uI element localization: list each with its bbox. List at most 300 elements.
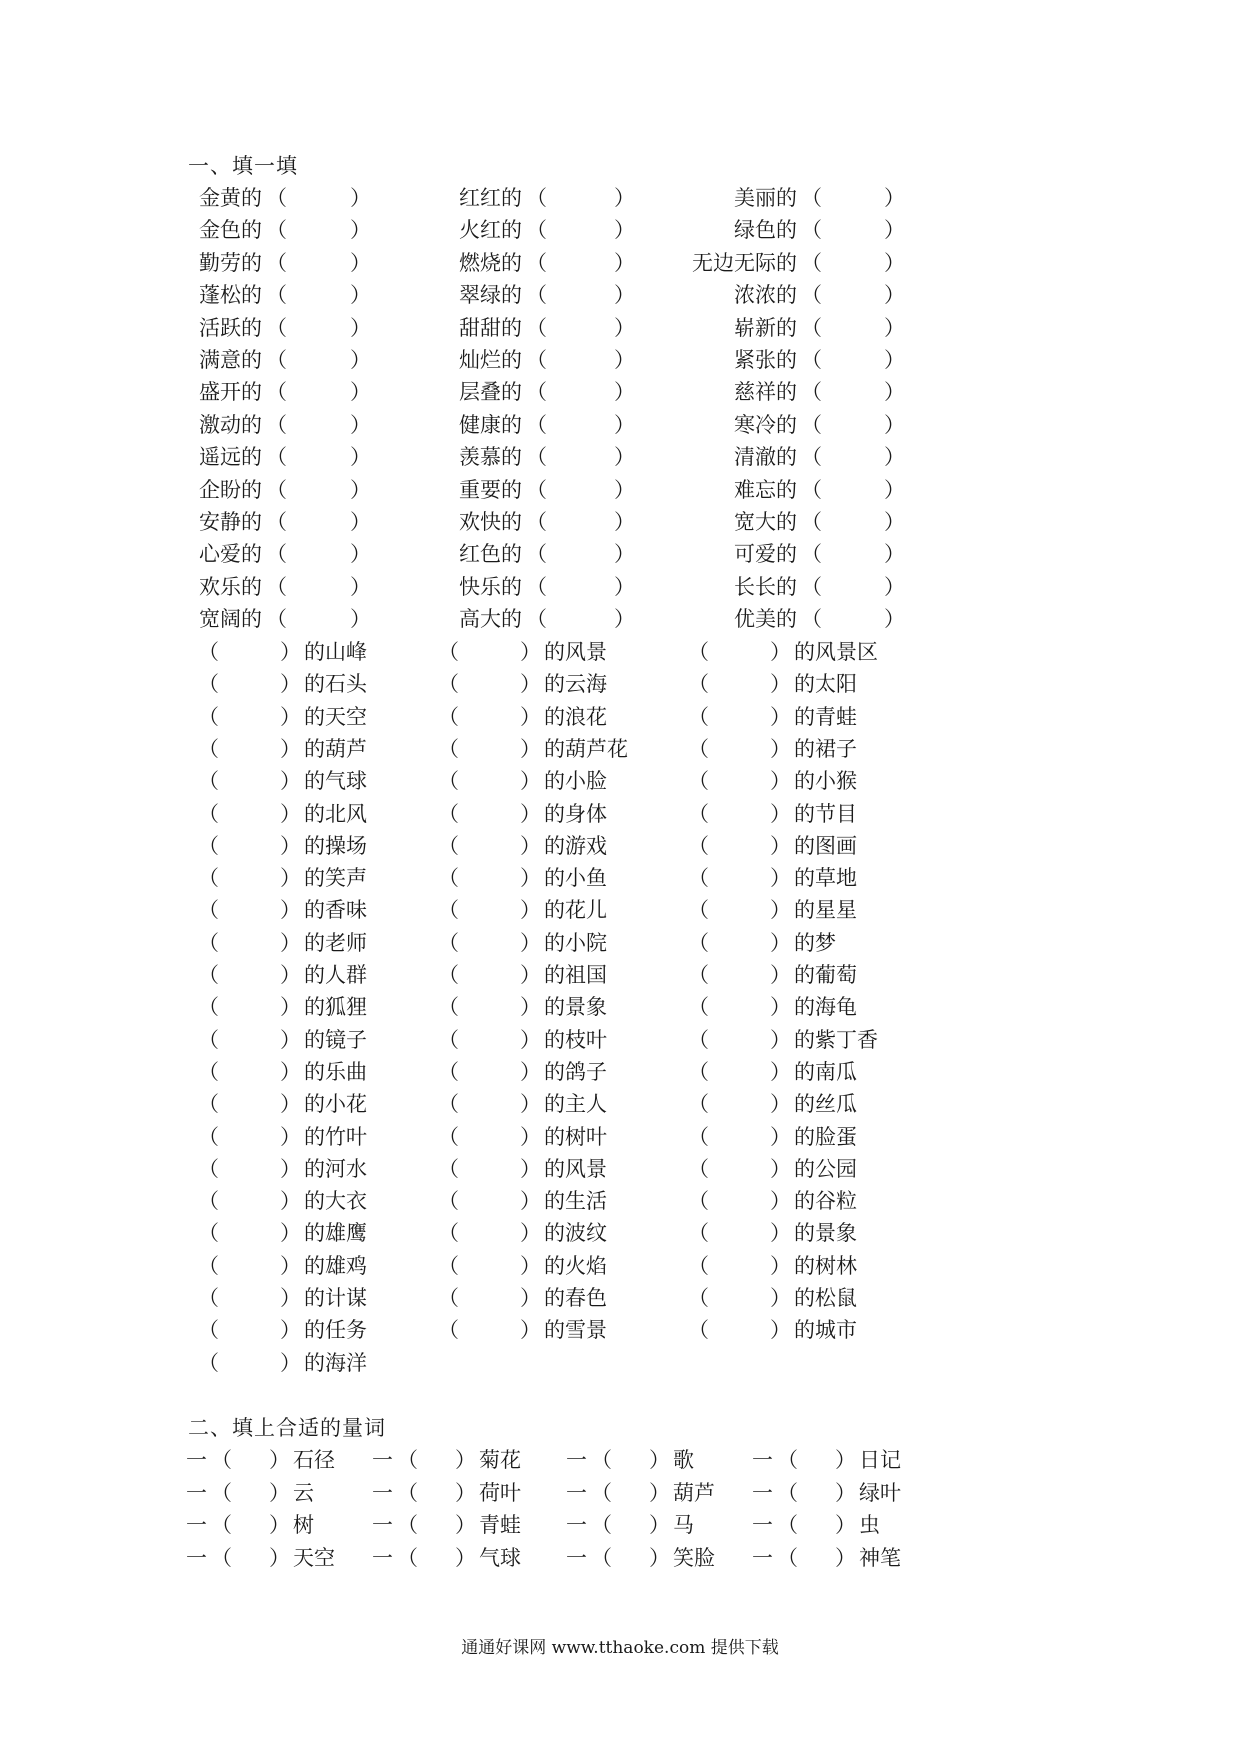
blank-open-paren: （ [211, 1545, 232, 1570]
blank-open-paren: （ [438, 801, 459, 826]
blank-open-paren: （ [198, 1027, 219, 1052]
blank-close-paren: ） [770, 1318, 791, 1343]
blank-close-paren: ） [614, 218, 635, 243]
adjective-label: 健康的 [459, 412, 522, 437]
noun-label: 的鸽子 [544, 1059, 607, 1084]
blank-close-paren: ） [884, 218, 905, 243]
blank-open-paren: （ [526, 315, 547, 340]
blank-close-paren: ） [649, 1480, 670, 1505]
blank-open-paren: （ [591, 1480, 612, 1505]
measure-noun-label: 树 [293, 1513, 314, 1537]
blank-open-paren: （ [777, 1480, 798, 1505]
adjective-label: 安静的 [199, 510, 262, 534]
blank-open-paren: （ [688, 963, 709, 987]
blank-open-paren: （ [266, 315, 287, 340]
measure-noun-label: 歌 [673, 1448, 694, 1472]
blank-open-paren: （ [801, 186, 822, 210]
measure-row [0, 1444, 1240, 1476]
blank-open-paren: （ [438, 963, 459, 987]
adjective-label: 翠绿的 [459, 283, 522, 308]
blank-close-paren: ） [280, 1156, 301, 1181]
measure-noun-label: 虫 [859, 1513, 880, 1537]
adjective-label: 长长的 [734, 574, 797, 599]
blank-close-paren: ） [455, 1480, 476, 1505]
measure-row [0, 1477, 1240, 1509]
blank-close-paren: ） [520, 1189, 541, 1214]
blank-close-paren: ） [520, 1253, 541, 1278]
blank-close-paren: ） [770, 769, 791, 794]
adjective-label: 心爱的 [199, 542, 262, 567]
blank-close-paren: ） [280, 640, 301, 664]
blank-open-paren: （ [801, 250, 822, 275]
adjective-label: 层叠的 [459, 380, 522, 405]
noun-label: 的葫芦花 [544, 736, 628, 761]
adjective-label: 绿色的 [734, 218, 797, 243]
numeral-one: 一 [186, 1545, 207, 1570]
blank-open-paren: （ [688, 1253, 709, 1278]
blank-close-paren: ） [614, 315, 635, 340]
blank-open-paren: （ [438, 704, 459, 729]
adjective-label: 崭新的 [734, 315, 797, 340]
noun-label: 的脸蛋 [794, 1124, 857, 1149]
adjective-label: 火红的 [459, 218, 522, 243]
numeral-one: 一 [372, 1545, 393, 1570]
blank-open-paren: （ [198, 898, 219, 923]
blank-close-paren: ） [350, 412, 371, 437]
blank-open-paren: （ [526, 218, 547, 243]
blank-open-paren: （ [688, 736, 709, 761]
blank-close-paren: ） [350, 574, 371, 599]
blank-open-paren: （ [688, 801, 709, 826]
blank-close-paren: ） [350, 445, 371, 470]
measure-noun-label: 绿叶 [859, 1480, 901, 1505]
blank-open-paren: （ [198, 930, 219, 955]
blank-open-paren: （ [777, 1448, 798, 1472]
noun-label: 的梦 [794, 930, 836, 955]
blank-open-paren: （ [266, 574, 287, 599]
noun-label: 的风景 [544, 1156, 607, 1181]
blank-close-paren: ） [455, 1448, 476, 1472]
noun-label: 的春色 [544, 1286, 607, 1310]
blank-close-paren: ） [520, 1156, 541, 1181]
blank-close-paren: ） [269, 1480, 290, 1505]
blank-open-paren: （ [198, 866, 219, 891]
part-a-row [0, 279, 1240, 311]
blank-close-paren: ） [770, 898, 791, 923]
blank-close-paren: ） [770, 866, 791, 891]
blank-close-paren: ） [835, 1513, 856, 1537]
numeral-one: 一 [752, 1480, 773, 1505]
blank-open-paren: （ [438, 640, 459, 664]
blank-close-paren: ） [280, 1027, 301, 1052]
blank-close-paren: ） [520, 1124, 541, 1149]
noun-label: 的雄鸡 [304, 1253, 367, 1278]
blank-open-paren: （ [198, 704, 219, 729]
numeral-one: 一 [566, 1448, 587, 1472]
blank-open-paren: （ [438, 1092, 459, 1117]
adjective-label: 企盼的 [199, 477, 262, 502]
noun-label: 的山峰 [304, 640, 367, 664]
adjective-label: 红色的 [459, 542, 522, 567]
blank-close-paren: ） [520, 1027, 541, 1052]
part-b-row [0, 1250, 1240, 1282]
measure-noun-label: 气球 [479, 1545, 521, 1570]
blank-open-paren: （ [438, 1318, 459, 1343]
blank-close-paren: ） [520, 866, 541, 891]
part-b-row [0, 862, 1240, 894]
blank-open-paren: （ [438, 1124, 459, 1149]
blank-open-paren: （ [526, 510, 547, 534]
measure-row [0, 1509, 1240, 1541]
blank-close-paren: ） [280, 736, 301, 761]
blank-close-paren: ） [884, 542, 905, 567]
blank-open-paren: （ [198, 995, 219, 1020]
blank-open-paren: （ [198, 1318, 219, 1343]
noun-label: 的葡萄 [794, 963, 857, 987]
part-a-row [0, 376, 1240, 408]
blank-close-paren: ） [770, 704, 791, 729]
part-b-row [0, 765, 1240, 797]
blank-close-paren: ） [520, 833, 541, 858]
blank-open-paren: （ [198, 640, 219, 664]
blank-open-paren: （ [688, 640, 709, 664]
noun-label: 的祖国 [544, 963, 607, 987]
noun-label: 的树林 [794, 1253, 857, 1278]
blank-close-paren: ） [770, 672, 791, 697]
blank-open-paren: （ [198, 1124, 219, 1149]
blank-open-paren: （ [688, 898, 709, 923]
adjective-label: 羡慕的 [459, 445, 522, 470]
blank-close-paren: ） [884, 186, 905, 210]
noun-label: 的风景 [544, 640, 607, 664]
blank-close-paren: ） [350, 283, 371, 308]
blank-open-paren: （ [438, 1059, 459, 1084]
blank-open-paren: （ [397, 1513, 418, 1537]
blank-close-paren: ） [770, 640, 791, 664]
adjective-label: 盛开的 [199, 380, 262, 405]
adjective-label: 甜甜的 [459, 315, 522, 340]
noun-label: 的海洋 [304, 1350, 367, 1375]
blank-open-paren: （ [198, 1221, 219, 1246]
blank-close-paren: ） [520, 801, 541, 826]
blank-close-paren: ） [350, 510, 371, 534]
blank-open-paren: （ [526, 445, 547, 470]
measure-noun-label: 天空 [293, 1545, 335, 1570]
blank-close-paren: ） [280, 769, 301, 794]
part-a-row [0, 214, 1240, 246]
noun-label: 的北风 [304, 801, 367, 826]
blank-open-paren: （ [526, 186, 547, 210]
blank-close-paren: ） [280, 1318, 301, 1343]
adjective-label: 欢快的 [459, 510, 522, 534]
blank-close-paren: ） [614, 542, 635, 567]
noun-label: 的任务 [304, 1318, 367, 1343]
measure-noun-label: 笑脸 [673, 1545, 715, 1570]
noun-label: 的图画 [794, 833, 857, 858]
noun-label: 的操场 [304, 833, 367, 858]
noun-label: 的身体 [544, 801, 607, 826]
blank-close-paren: ） [770, 1156, 791, 1181]
blank-open-paren: （ [198, 1286, 219, 1310]
noun-label: 的青蛙 [794, 704, 857, 729]
noun-label: 的雪景 [544, 1318, 607, 1343]
blank-close-paren: ） [649, 1513, 670, 1537]
blank-close-paren: ） [614, 510, 635, 534]
blank-close-paren: ） [884, 510, 905, 534]
part-b-row [0, 959, 1240, 991]
part-b-row [0, 1153, 1240, 1185]
blank-close-paren: ） [884, 380, 905, 405]
adjective-label: 红红的 [459, 186, 522, 210]
blank-open-paren: （ [801, 380, 822, 405]
blank-close-paren: ） [770, 833, 791, 858]
blank-close-paren: ） [835, 1448, 856, 1472]
blank-close-paren: ） [520, 898, 541, 923]
numeral-one: 一 [566, 1513, 587, 1537]
blank-close-paren: ） [269, 1545, 290, 1570]
part-b-row [0, 894, 1240, 926]
measure-noun-label: 神笔 [859, 1545, 901, 1570]
noun-label: 的火焰 [544, 1253, 607, 1278]
numeral-one: 一 [566, 1480, 587, 1505]
blank-close-paren: ） [520, 1092, 541, 1117]
blank-open-paren: （ [688, 672, 709, 697]
adjective-label: 勤劳的 [199, 250, 262, 275]
blank-open-paren: （ [266, 348, 287, 372]
blank-open-paren: （ [801, 542, 822, 567]
blank-open-paren: （ [688, 833, 709, 858]
blank-close-paren: ） [614, 445, 635, 470]
blank-open-paren: （ [397, 1480, 418, 1505]
blank-close-paren: ） [280, 1092, 301, 1117]
blank-close-paren: ） [614, 607, 635, 632]
blank-close-paren: ） [770, 1092, 791, 1117]
blank-open-paren: （ [211, 1480, 232, 1505]
noun-label: 的枝叶 [544, 1027, 607, 1052]
blank-close-paren: ） [614, 186, 635, 210]
part-a-row [0, 603, 1240, 635]
blank-close-paren: ） [884, 283, 905, 308]
blank-close-paren: ） [520, 672, 541, 697]
noun-label: 的太阳 [794, 672, 857, 697]
blank-close-paren: ） [350, 186, 371, 210]
adjective-label: 可爱的 [734, 542, 797, 567]
blank-close-paren: ） [770, 1124, 791, 1149]
blank-open-paren: （ [438, 995, 459, 1020]
adjective-label: 难忘的 [734, 477, 797, 502]
noun-label: 的竹叶 [304, 1124, 367, 1149]
blank-open-paren: （ [777, 1545, 798, 1570]
blank-close-paren: ） [770, 1189, 791, 1214]
part-a-row [0, 571, 1240, 603]
blank-open-paren: （ [198, 801, 219, 826]
blank-open-paren: （ [801, 607, 822, 632]
part-b-row [0, 1185, 1240, 1217]
part-b-row [0, 1121, 1240, 1153]
adjective-label: 蓬松的 [199, 283, 262, 308]
blank-close-paren: ） [350, 380, 371, 405]
blank-open-paren: （ [438, 1221, 459, 1246]
adjective-label: 紧张的 [734, 348, 797, 372]
part-a-row [0, 506, 1240, 538]
adjective-label: 宽阔的 [199, 607, 262, 632]
blank-open-paren: （ [266, 412, 287, 437]
part-b-row [0, 830, 1240, 862]
noun-label: 的雄鹰 [304, 1221, 367, 1246]
adjective-label: 活跃的 [199, 315, 262, 340]
blank-open-paren: （ [801, 477, 822, 502]
blank-open-paren: （ [526, 542, 547, 567]
blank-open-paren: （ [438, 898, 459, 923]
noun-label: 的城市 [794, 1318, 857, 1343]
blank-close-paren: ） [520, 1318, 541, 1343]
blank-close-paren: ） [280, 963, 301, 987]
noun-label: 的景象 [794, 1221, 857, 1246]
blank-open-paren: （ [397, 1545, 418, 1570]
adjective-label: 快乐的 [459, 574, 522, 599]
noun-label: 的香味 [304, 898, 367, 923]
blank-open-paren: （ [526, 607, 547, 632]
blank-close-paren: ） [520, 995, 541, 1020]
blank-close-paren: ） [770, 801, 791, 826]
measure-row [0, 1542, 1240, 1574]
noun-label: 的紫丁香 [794, 1027, 878, 1052]
adjective-label: 浓浓的 [734, 283, 797, 308]
blank-open-paren: （ [688, 1318, 709, 1343]
blank-open-paren: （ [198, 1350, 219, 1375]
blank-close-paren: ） [884, 412, 905, 437]
noun-label: 的小脸 [544, 769, 607, 794]
numeral-one: 一 [186, 1448, 207, 1472]
numeral-one: 一 [752, 1545, 773, 1570]
adjective-label: 无边无际的 [692, 250, 797, 275]
part-b-row [0, 733, 1240, 765]
blank-open-paren: （ [688, 1189, 709, 1214]
numeral-one: 一 [372, 1448, 393, 1472]
blank-open-paren: （ [688, 1221, 709, 1246]
blank-open-paren: （ [198, 833, 219, 858]
blank-close-paren: ） [350, 250, 371, 275]
noun-label: 的河水 [304, 1156, 367, 1181]
blank-close-paren: ） [884, 574, 905, 599]
measure-noun-label: 马 [673, 1513, 694, 1537]
numeral-one: 一 [752, 1448, 773, 1472]
noun-label: 的小花 [304, 1092, 367, 1117]
blank-close-paren: ） [884, 315, 905, 340]
noun-label: 的谷粒 [794, 1189, 857, 1214]
noun-label: 的计谋 [304, 1286, 367, 1310]
blank-close-paren: ） [269, 1448, 290, 1472]
blank-open-paren: （ [526, 574, 547, 599]
part-a-row [0, 538, 1240, 570]
blank-open-paren: （ [801, 510, 822, 534]
blank-close-paren: ） [269, 1513, 290, 1537]
measure-noun-label: 荷叶 [479, 1480, 521, 1505]
blank-open-paren: （ [438, 1286, 459, 1310]
blank-open-paren: （ [438, 672, 459, 697]
measure-noun-label: 青蛙 [479, 1513, 521, 1537]
noun-label: 的树叶 [544, 1124, 607, 1149]
measure-noun-label: 日记 [859, 1448, 901, 1472]
adjective-label: 金黄的 [199, 186, 262, 210]
blank-open-paren: （ [266, 250, 287, 275]
section-1-title: 一、填一填 [188, 154, 298, 178]
noun-label: 的老师 [304, 930, 367, 955]
blank-close-paren: ） [884, 607, 905, 632]
blank-close-paren: ） [884, 445, 905, 470]
numeral-one: 一 [372, 1480, 393, 1505]
blank-close-paren: ） [835, 1545, 856, 1570]
blank-close-paren: ） [614, 348, 635, 372]
part-b-row [0, 991, 1240, 1023]
blank-open-paren: （ [438, 1027, 459, 1052]
noun-label: 的主人 [544, 1092, 607, 1117]
blank-open-paren: （ [591, 1545, 612, 1570]
noun-label: 的浪花 [544, 704, 607, 729]
blank-close-paren: ） [350, 218, 371, 243]
blank-close-paren: ） [520, 1221, 541, 1246]
blank-close-paren: ） [884, 250, 905, 275]
blank-close-paren: ） [455, 1513, 476, 1537]
numeral-one: 一 [566, 1545, 587, 1570]
part-a-row [0, 247, 1240, 279]
blank-close-paren: ） [280, 995, 301, 1020]
blank-open-paren: （ [438, 1156, 459, 1181]
blank-open-paren: （ [591, 1448, 612, 1472]
blank-close-paren: ） [280, 930, 301, 955]
blank-close-paren: ） [280, 1189, 301, 1214]
measure-noun-label: 葫芦 [673, 1480, 715, 1505]
blank-close-paren: ） [280, 1059, 301, 1084]
noun-label: 的狐狸 [304, 995, 367, 1020]
adjective-label: 重要的 [459, 477, 522, 502]
noun-label: 的风景区 [794, 640, 878, 664]
blank-open-paren: （ [266, 607, 287, 632]
part-b-row [0, 1217, 1240, 1249]
blank-open-paren: （ [801, 283, 822, 308]
blank-open-paren: （ [688, 1156, 709, 1181]
blank-open-paren: （ [526, 283, 547, 308]
blank-close-paren: ） [280, 1350, 301, 1375]
noun-label: 的天空 [304, 704, 367, 729]
section-2-title: 二、填上合适的量词 [188, 1416, 386, 1440]
blank-close-paren: ） [649, 1545, 670, 1570]
blank-open-paren: （ [526, 477, 547, 502]
blank-open-paren: （ [688, 995, 709, 1020]
blank-open-paren: （ [266, 445, 287, 470]
blank-open-paren: （ [688, 1027, 709, 1052]
blank-close-paren: ） [520, 769, 541, 794]
adjective-label: 激动的 [199, 412, 262, 437]
part-b-row [0, 1056, 1240, 1088]
blank-close-paren: ） [280, 1253, 301, 1278]
blank-close-paren: ） [455, 1545, 476, 1570]
blank-open-paren: （ [438, 769, 459, 794]
noun-label: 的小鱼 [544, 866, 607, 891]
noun-label: 的小猴 [794, 769, 857, 794]
blank-open-paren: （ [777, 1513, 798, 1537]
blank-close-paren: ） [614, 412, 635, 437]
blank-open-paren: （ [198, 1189, 219, 1214]
blank-close-paren: ） [520, 930, 541, 955]
part-b-row [0, 668, 1240, 700]
part-b-row [0, 1088, 1240, 1120]
adjective-label: 满意的 [199, 348, 262, 372]
blank-open-paren: （ [688, 1124, 709, 1149]
blank-close-paren: ） [770, 995, 791, 1020]
blank-open-paren: （ [266, 283, 287, 308]
blank-open-paren: （ [198, 1253, 219, 1278]
